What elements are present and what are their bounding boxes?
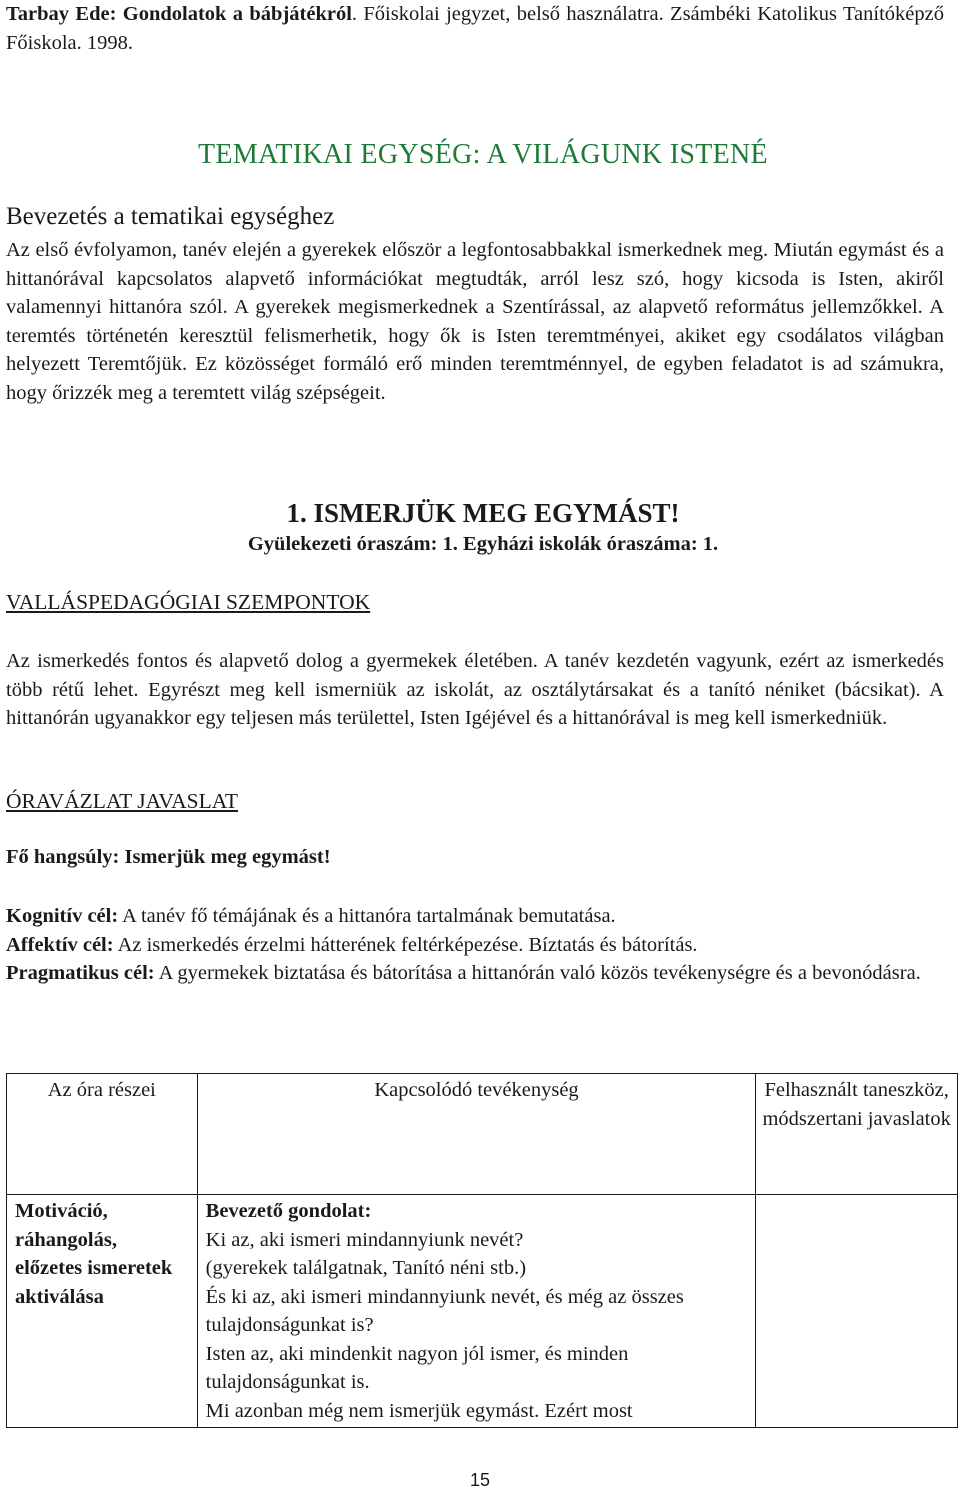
goal-label: Kognitív cél: bbox=[6, 905, 119, 927]
bibliographic-reference bbox=[6, 0, 944, 57]
header-cell-parts: Az óra részei bbox=[7, 1074, 198, 1195]
cell-activity bbox=[197, 1195, 756, 1428]
goal-text: Az ismerkedés érzelmi hátterének feltérképezése. Bíztatás és bátorítás. bbox=[113, 933, 698, 956]
goal-pragmatic bbox=[6, 959, 944, 988]
goal-label: Pragmatikus cél: bbox=[6, 962, 155, 984]
table-row bbox=[7, 1195, 958, 1428]
lesson-plan-heading: ÓRAVÁZLAT JAVASLAT bbox=[6, 789, 238, 813]
header-cell-activity: Kapcsolódó tevékenység bbox=[197, 1074, 756, 1195]
page-number: 15 bbox=[469, 1470, 491, 1490]
intro-heading: Bevezetés a tematikai egységhez bbox=[6, 203, 335, 230]
cell-tools bbox=[756, 1195, 958, 1428]
goal-cognitive bbox=[6, 902, 944, 931]
goal-text: A tanév fő témájának és a hittanóra tartalmának bemutatása. bbox=[118, 905, 616, 927]
valpe-heading: VALLÁSPEDAGÓGIAI SZEMPONTOK bbox=[6, 590, 371, 614]
goals-block bbox=[6, 902, 944, 988]
lesson-plan-table bbox=[6, 1073, 958, 1428]
reference-author-title: Tarbay Ede: Gondolatok a bábjátékról bbox=[6, 3, 352, 25]
thematic-unit-title: TEMATIKAI EGYSÉG: A VILÁGUNK ISTENÉ bbox=[198, 139, 768, 170]
lesson-hours: Gyülekezeti óraszám: 1. Egyházi iskolák óraszáma: 1. bbox=[247, 533, 719, 555]
intro-paragraph: Az első évfolyamon, tanév elején a gyerekek először a legfontosabbakkal ismerkednek meg. Miután egymást és a hittanórával kapcsolatos alapvető információkat megtudták, arról lesz szó, hogy kicsoda is Isten, akiről valamennyi hittanóra szól. A gyerekek megismerkednek a Szentírással, az alapvető református jellemzőkkel. A teremtés történetén keresztül felismerhetik, hogy ők is Isten teremtményei, akiket egy csodálatos világban helyezett Teremtőjük. Ez közösséget formáló erő minden teremtménnyel, de egyben feladatot is ad számukra, hogy őrizzék meg a teremtett világ szépségeit. bbox=[6, 239, 944, 404]
lesson-title: 1. ISMERJÜK MEG EGYMÁST! bbox=[286, 498, 680, 528]
table-header-row bbox=[7, 1074, 958, 1195]
header-cell-tools: Felhasznált taneszköz, módszertani javaslatok bbox=[756, 1074, 958, 1195]
main-focus: Fő hangsúly: Ismerjük meg egymást! bbox=[6, 846, 331, 868]
activity-line: Isten az, aki mindenkit nagyon jól ismer, és minden tulajdonságunkat is. bbox=[205, 1342, 629, 1393]
cell-lesson-part: Motiváció, ráhangolás, előzetes ismeretek aktiválása bbox=[7, 1195, 198, 1428]
goal-affective bbox=[6, 931, 944, 960]
activity-title: Bevezető gondolat: bbox=[205, 1200, 372, 1222]
reference-details: . Főiskolai jegyzet, belső használatra. Zsámbéki Katolikus Tanítóképző Főiskola. 1998. bbox=[6, 3, 944, 54]
activity-line: Mi azonban még nem ismerjük egymást. Ezért most bbox=[205, 1399, 633, 1422]
valpe-paragraph: Az ismerkedés fontos és alapvető dolog a gyermekek életében. A tanév kezdetén vagyunk, ezért az ismerkedés több rétű lehet. Egyrészt meg kell ismerniük az iskolát, az osztálytársakat és a tanító néniket (bácsikat). A hittanórán ugyanakkor egy teljesen más területtel, Isten Igéjével és a hittanórával is meg kell ismerkedniük. bbox=[6, 650, 944, 729]
activity-line: És ki az, aki ismeri mindannyiunk nevét, és még az összes tulajdonságunkat is? bbox=[205, 1285, 684, 1336]
goal-label: Affektív cél: bbox=[6, 933, 114, 956]
goal-text: A gyermekek biztatása és bátorítása a hittanórán való közös tevékenységre és a bevonódásra. bbox=[154, 962, 921, 984]
activity-line: (gyerekek találgatnak, Tanító néni stb.) bbox=[205, 1257, 527, 1279]
activity-line: Ki az, aki ismeri mindannyiunk nevét? bbox=[205, 1228, 524, 1251]
